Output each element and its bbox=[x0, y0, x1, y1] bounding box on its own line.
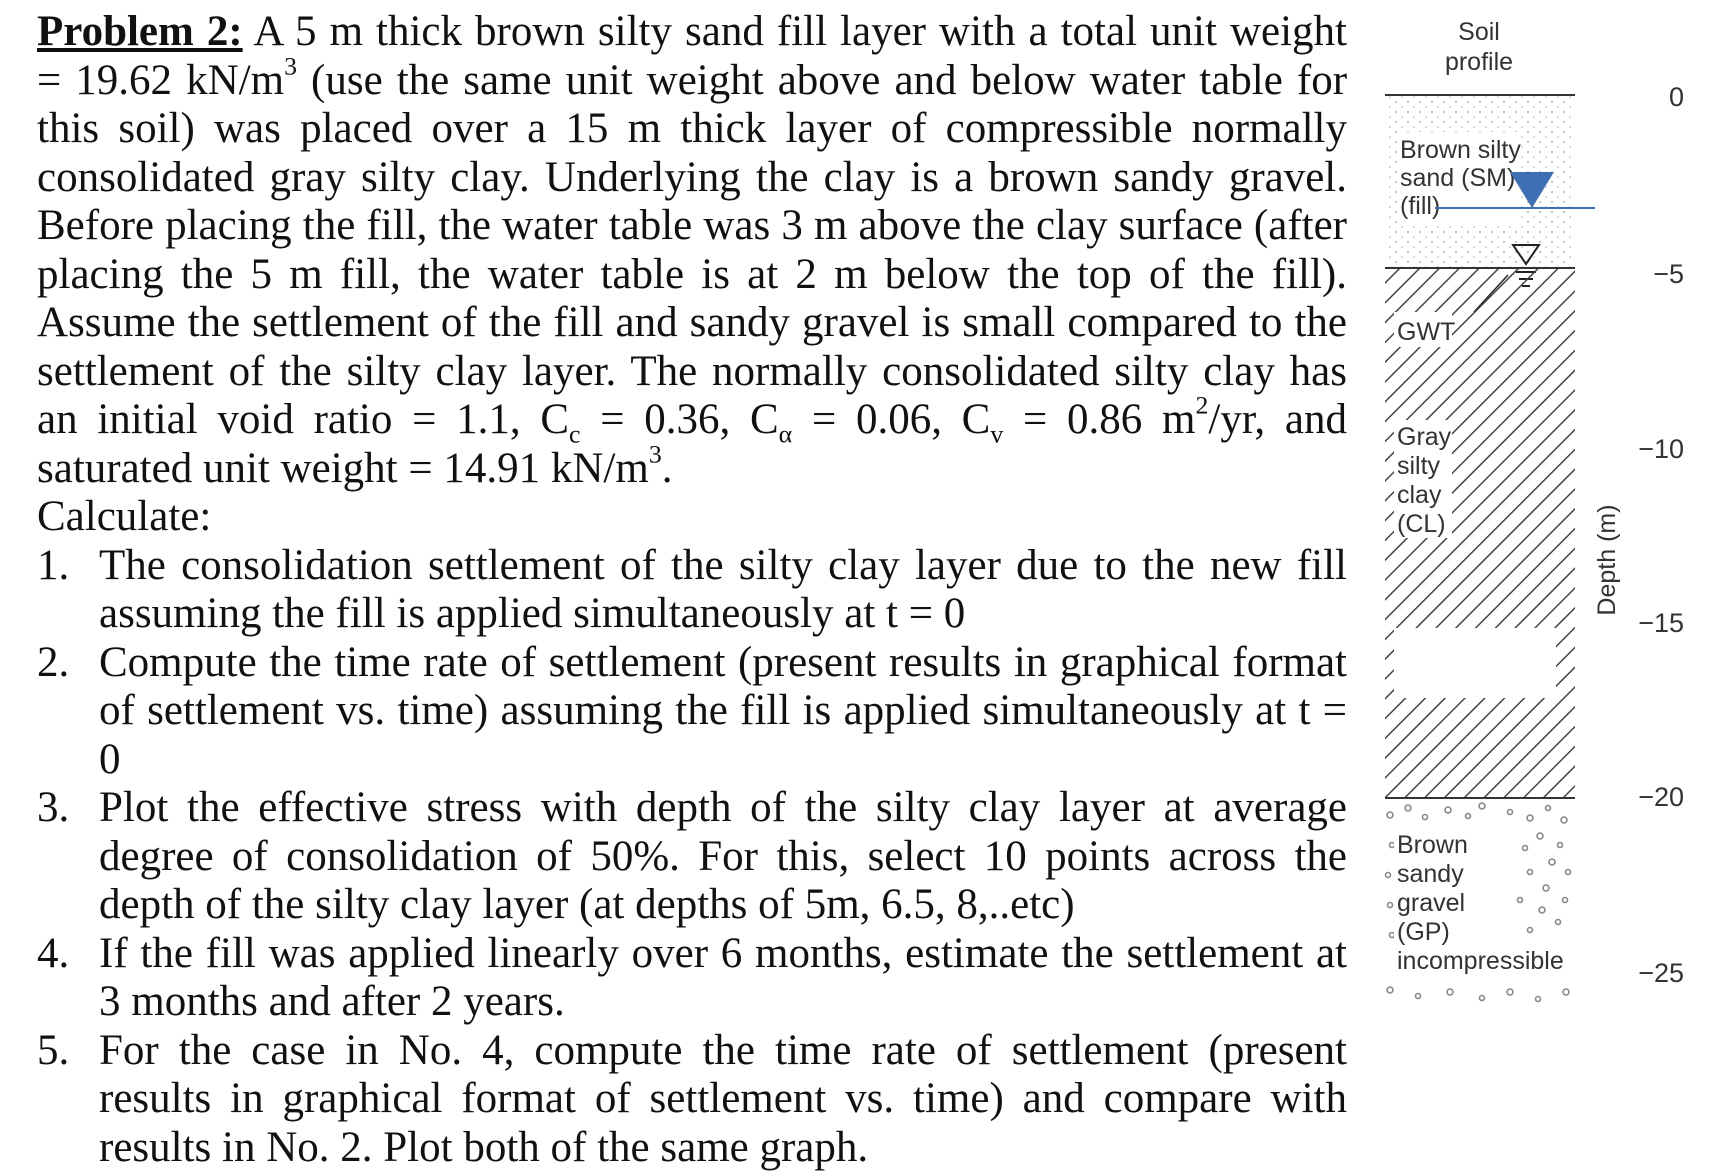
fill-label-line1: Brown silty bbox=[1400, 136, 1521, 164]
profile-header-soil: Soil bbox=[1458, 18, 1500, 46]
gravel-label-line5: incompressible bbox=[1397, 947, 1564, 975]
depth-tick-0: 0 bbox=[1669, 82, 1684, 112]
clay-label-line4: (CL) bbox=[1397, 510, 1446, 538]
fill-label-line3: (fill) bbox=[1400, 192, 1440, 220]
depth-axis-label: Depth (m) bbox=[1593, 504, 1621, 615]
gravel-label-line1: Brown bbox=[1397, 831, 1468, 859]
depth-axis bbox=[1593, 82, 1684, 988]
gravel-label-line2: sandy bbox=[1397, 860, 1464, 888]
clay-label-line2: silty bbox=[1397, 452, 1441, 480]
gravel-label-line3: gravel bbox=[1397, 889, 1465, 917]
task-list bbox=[37, 542, 1347, 1172]
soil-profile-diagram bbox=[1370, 0, 1734, 1078]
depth-tick-15: −15 bbox=[1638, 608, 1684, 638]
task-item: 4. If the fill was applied linearly over 6 months, estimate the settlement at 3 months and after 2 years. bbox=[37, 930, 1347, 1027]
task-item: 3. Plot the effective stress with depth of the silty clay layer at average degree of consolidation of 50%. For this, select 10 points across the depth of the silty clay layer (at depths of 5m, 6.5, 8,..etc) bbox=[37, 784, 1347, 930]
task-item: 2. Compute the time rate of settlement (present results in graphical format of settlement vs. time) assuming the fill is applied simultaneously at t = 0 bbox=[37, 639, 1347, 785]
gravel-label-line4: (GP) bbox=[1397, 918, 1450, 946]
task-item: 1. The consolidation settlement of the silty clay layer due to the new fill assuming the fill is applied simultaneously at t = 0 bbox=[37, 542, 1347, 639]
depth-tick-5: −5 bbox=[1653, 259, 1684, 289]
gwt-label: GWT bbox=[1397, 318, 1455, 346]
problem-statement bbox=[37, 8, 1347, 1172]
depth-tick-10: −10 bbox=[1638, 434, 1684, 464]
clay-blank-window bbox=[1394, 628, 1556, 698]
problem-intro: Problem 2: A 5 m thick brown silty sand fill layer with a total unit weight = 19.62 $kN/m^3$ (use the same unit weight above and below water table for this soil) was placed over a 15 m thick layer of compressible normally consolidated gray silty clay. Underlying the clay is a brown sandy gravel. Before placing the fill, the water table was 3 m above the clay surface (after placing the 5 m fill, the water table is at 2 m below the top of the fill). Assume the settlement of the fill and sandy gravel is small compared to the settlement of the silty clay layer. The normally consolidated silty clay has an initial void ratio = 1.1, $C_c = 0.36$, $C_\alpha = 0.06$, $C_v = 0.86$ $m^2/yr$, and saturated unit weight = 14.91 $kN/m^3$. bbox=[37, 8, 1347, 493]
calculate-label: Calculate: bbox=[37, 493, 1347, 542]
gravel-layer bbox=[1386, 803, 1571, 1002]
clay-label-line1: Gray bbox=[1397, 423, 1452, 451]
fill-label-line2: sand (SM) bbox=[1400, 164, 1515, 192]
depth-tick-25: −25 bbox=[1638, 958, 1684, 988]
clay-label-line3: clay bbox=[1397, 481, 1442, 509]
depth-tick-20: −20 bbox=[1638, 782, 1684, 812]
problem-title: Problem 2: bbox=[37, 8, 243, 55]
clay-layer bbox=[1385, 268, 1575, 798]
task-item: 5. For the case in No. 4, compute the time rate of settlement (present results in graphical format of settlement vs. time) and compare with results in No. 2. Plot both of the same graph. bbox=[37, 1027, 1347, 1172]
profile-header-profile: profile bbox=[1445, 48, 1513, 76]
